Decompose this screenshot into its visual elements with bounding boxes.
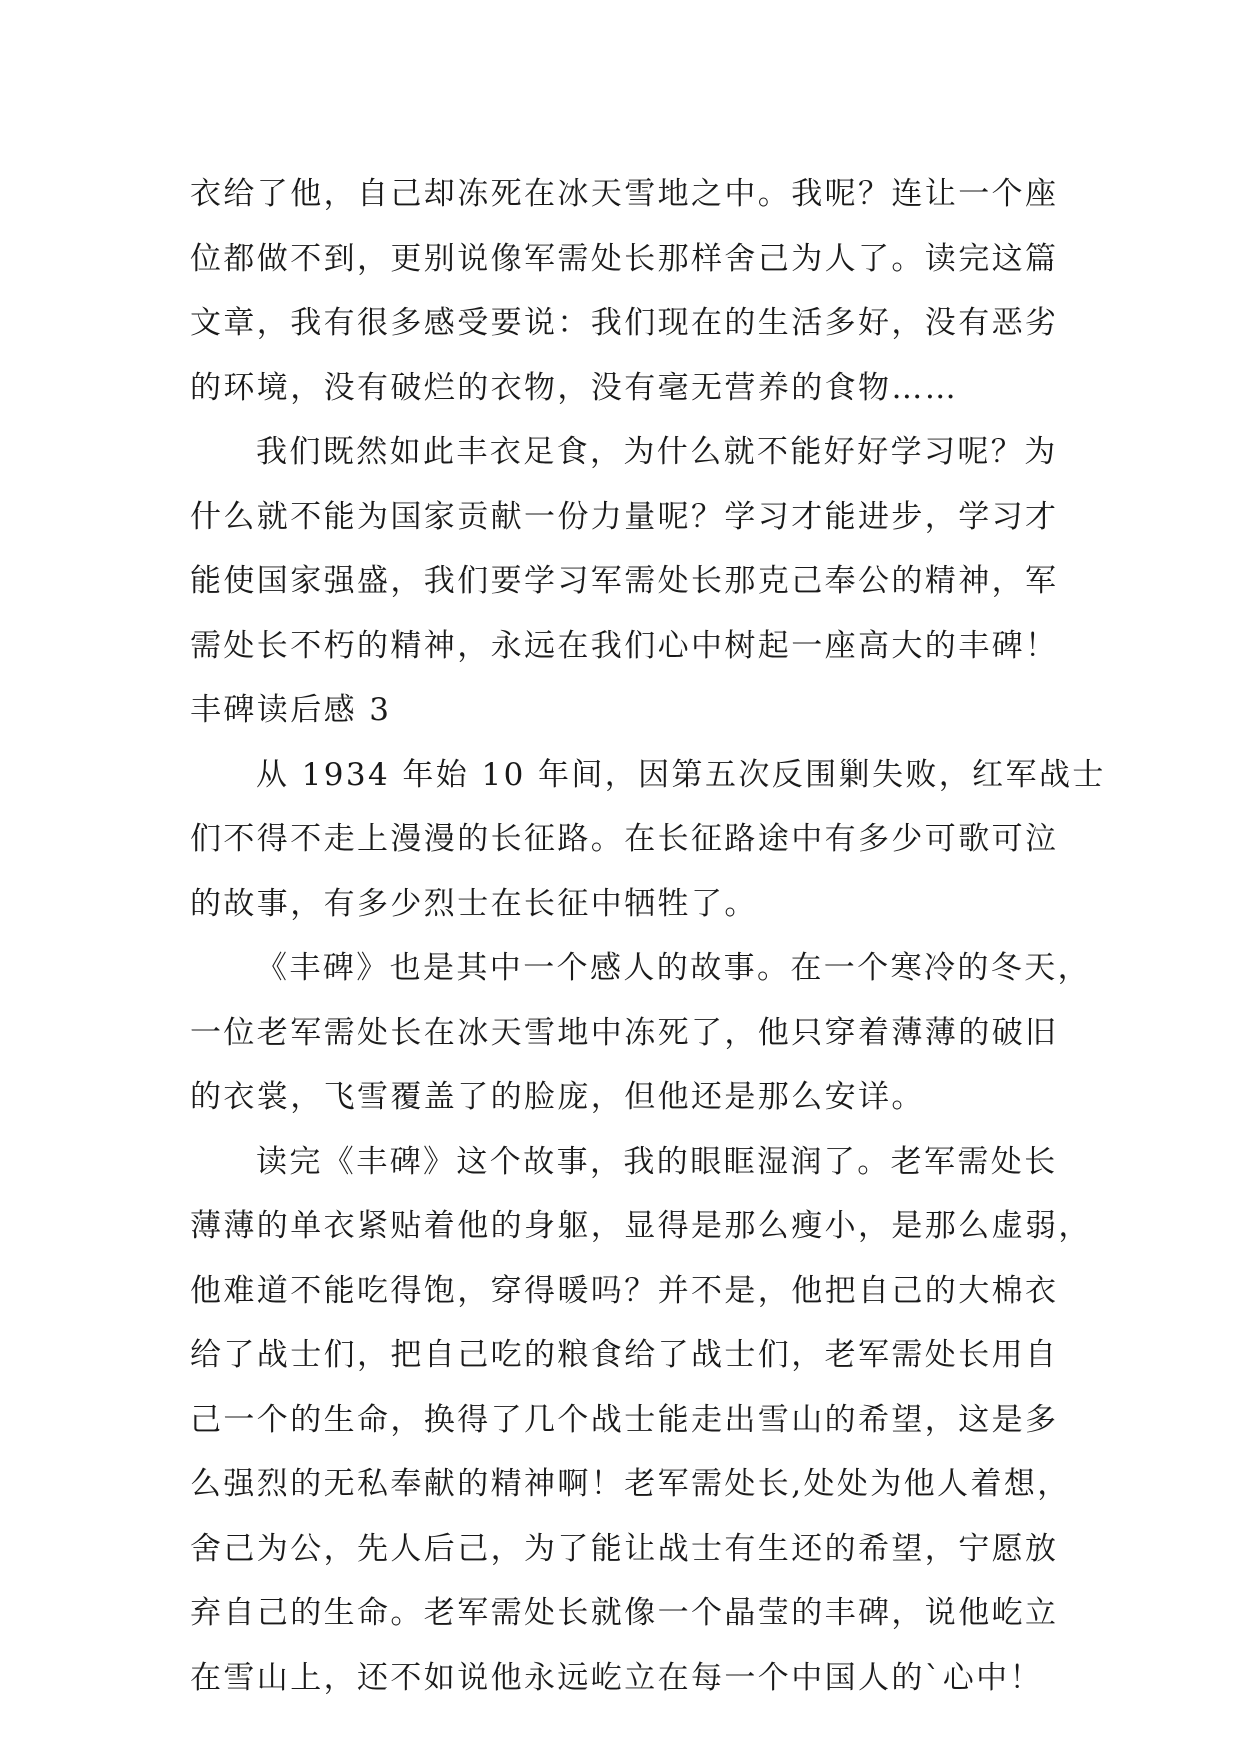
document-body xyxy=(190,162,1106,1710)
paragraph-first-line: 读完《丰碑》这个故事，我的眼眶湿润了。老军需处长 xyxy=(256,1143,1058,1180)
text-line: 位都做不到，更别说像军需处长那样舍己为人了。读完这篇 xyxy=(190,240,1059,277)
text-line: 在雪山上，还不如说他永远屹立在每一个中国人的`心中！ xyxy=(190,1659,1043,1696)
text-line: 能使国家强盛，我们要学习军需处长那克己奉公的精神，军 xyxy=(190,563,1059,599)
text-line: 的环境，没有破烂的衣物，没有毫无营养的食物…… xyxy=(190,369,959,406)
text-line: 弃自己的生命。老军需处长就像一个晶莹的丰碑，说他屹立 xyxy=(190,1595,1059,1631)
paragraph-first-line: 从 1934 年始 10 年间，因第五次反围剿失败，红军战士 xyxy=(256,756,1106,793)
paragraph-first-line: 我们既然如此丰衣足食，为什么就不能好好学习呢？为 xyxy=(256,434,1058,470)
section-heading: 丰碑读后感 3 xyxy=(190,692,392,728)
text-line: 一位老军需处长在冰天雪地中冻死了，他只穿着薄薄的破旧 xyxy=(190,1014,1059,1051)
text-line: 么强烈的无私奉献的精神啊！老军需处长,处处为他人着想， xyxy=(190,1466,1071,1502)
text-line: 舍己为公，先人后己，为了能让战士有生还的希望，宁愿放 xyxy=(190,1530,1059,1567)
text-line: 己一个的生命，换得了几个战士能走出雪山的希望，这是多 xyxy=(190,1401,1059,1438)
text-line: 给了战士们，把自己吃的粮食给了战士们，老军需处长用自 xyxy=(190,1337,1059,1373)
text-line: 什么就不能为国家贡献一份力量呢？学习才能进步，学习才 xyxy=(190,498,1059,535)
text-line: 需处长不朽的精神，永远在我们心中树起一座高大的丰碑！ xyxy=(190,627,1059,664)
paragraph-first-line: 《丰碑》也是其中一个感人的故事。在一个寒冷的冬天， xyxy=(256,950,1091,986)
text-line: 薄薄的单衣紧贴着他的身躯，显得是那么瘦小，是那么虚弱， xyxy=(190,1208,1092,1244)
text-line: 文章，我有很多感受要说：我们现在的生活多好，没有恶劣 xyxy=(190,305,1059,341)
text-line: 他难道不能吃得饱，穿得暖吗？并不是，他把自己的大棉衣 xyxy=(190,1272,1059,1309)
text-line: 们不得不走上漫漫的长征路。在长征路途中有多少可歌可泣 xyxy=(190,821,1059,857)
text-line: 衣给了他，自己却冻死在冰天雪地之中。我呢？连让一个座 xyxy=(190,176,1059,212)
text-line: 的故事，有多少烈士在长征中牺牲了。 xyxy=(190,885,758,922)
text-line: 的衣裳，飞雪覆盖了的脸庞，但他还是那么安详。 xyxy=(190,1079,925,1115)
